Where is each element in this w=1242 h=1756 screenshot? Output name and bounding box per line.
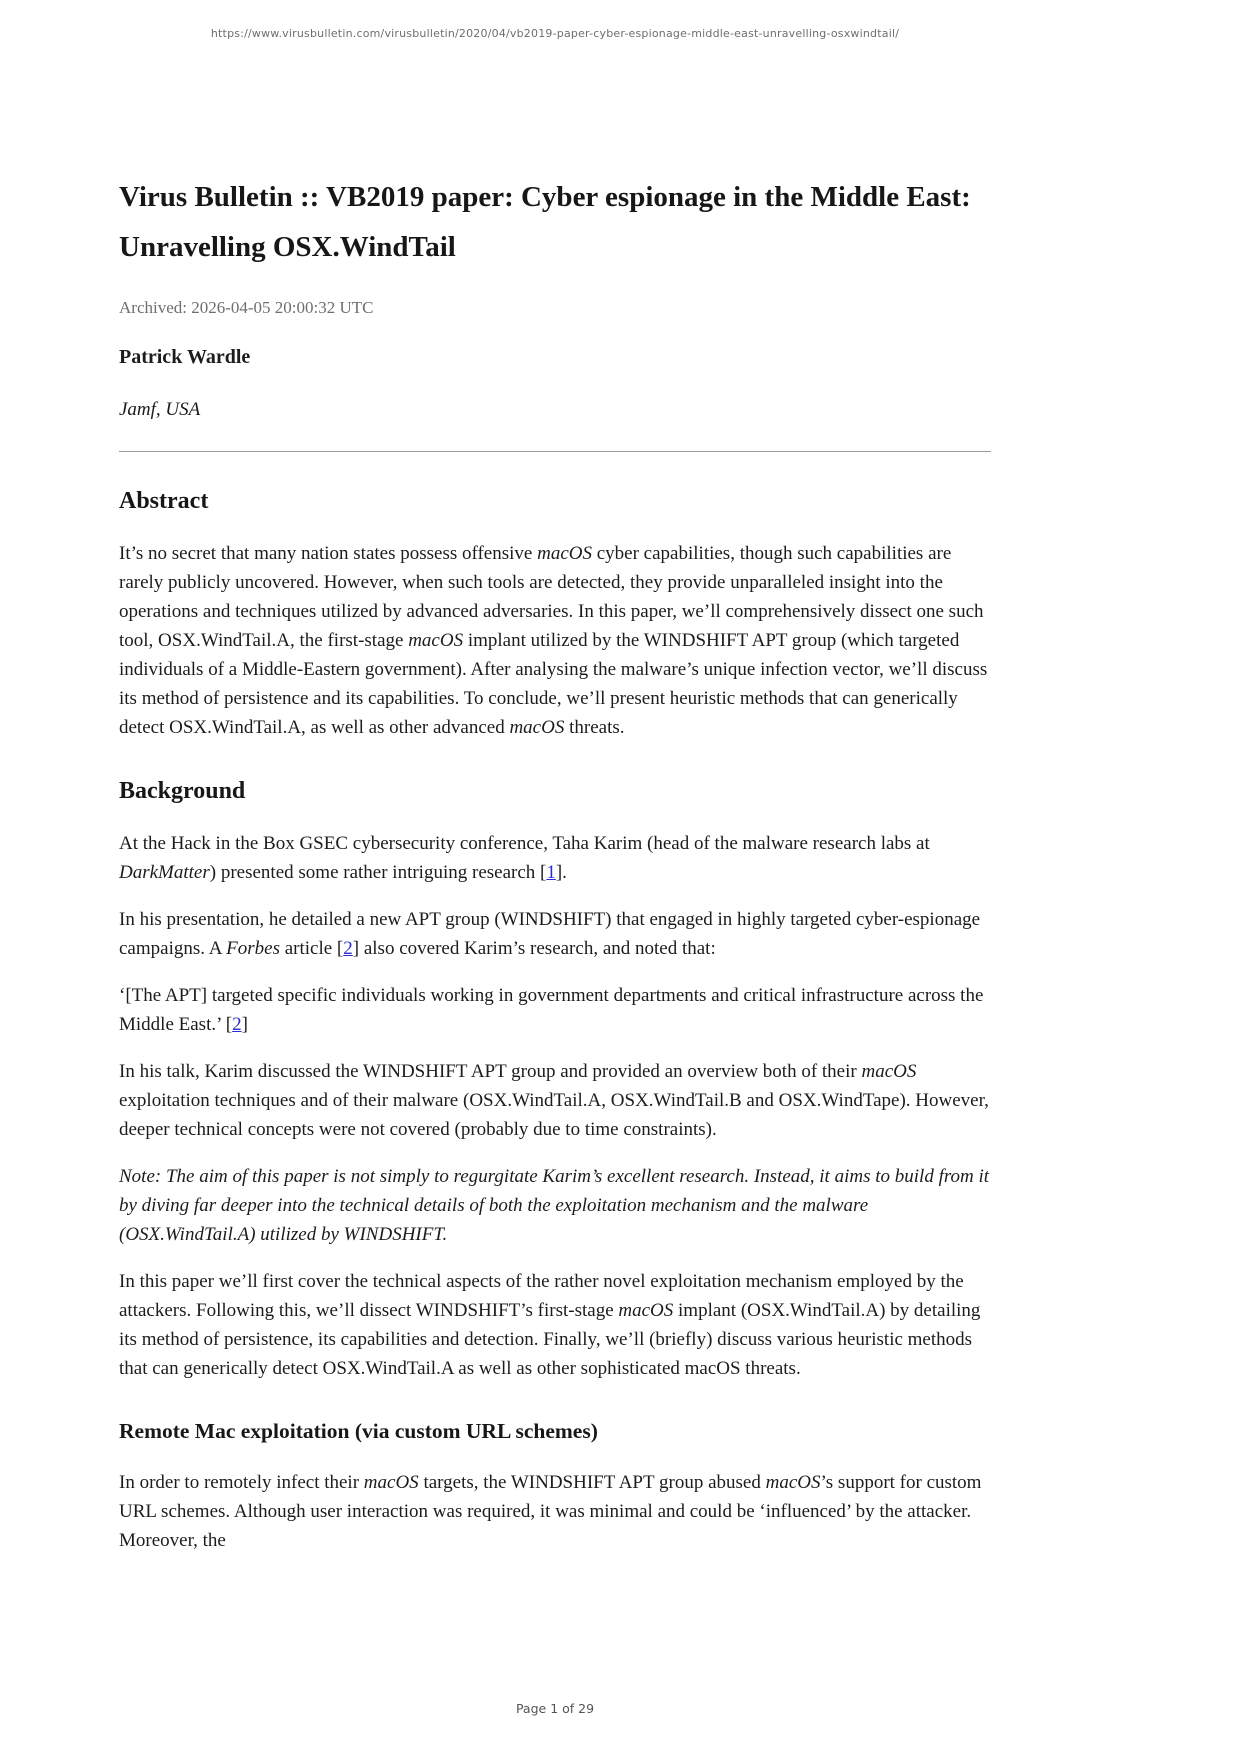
text-run: It’s no secret that many nation states possess offensive — [119, 543, 538, 564]
archived-timestamp: Archived: 2026-04-05 20:00:32 UTC — [119, 298, 374, 317]
article — [119, 0, 991, 1573]
section-heading: Background — [119, 778, 246, 804]
text-run: ] — [241, 1014, 248, 1035]
text-run: In order to remotely infect their — [119, 1472, 364, 1493]
paragraph — [119, 1162, 991, 1249]
text-run: ) presented some rather intriguing research [ — [209, 862, 547, 883]
text-run: ]. — [555, 862, 567, 883]
reference-link[interactable]: 1 — [546, 862, 556, 883]
italic-text: Note: The aim of this paper is not simply to regurgitate Karim’s excellent research. Instead, it aims to build from it by diving far deeper into the technical details of both the exploitation mechanism and the malware (OSX.WindTail.A) utilized by WINDSHIFT. — [119, 1166, 990, 1245]
text-run: implant (OSX.WindTail.A) by detailing its method of persistence, its capabilities and detection. Finally, we’ll (briefly) discuss various heuristic methods that can generically detect OSX.WindTail.A as well as other sophisticated macOS threats. — [119, 1300, 981, 1379]
reference-link[interactable]: 2 — [232, 1014, 242, 1035]
reference-link[interactable]: 2 — [343, 938, 353, 959]
text-run: threats. — [564, 717, 625, 738]
italic-text: macOS — [509, 717, 565, 738]
text-run: At the Hack in the Box GSEC cybersecurity conference, Taha Karim (head of the malware research labs at — [119, 833, 930, 854]
italic-text: macOS — [765, 1472, 821, 1493]
section-heading: Abstract — [119, 488, 209, 514]
archive-url: https://www.virusbulletin.com/virusbulletin/2020/04/vb2019-paper-cyber-espionage-middle-east-unravelling-osxwindtail/ — [210, 27, 900, 40]
italic-text: macOS — [537, 543, 592, 564]
page-title: Virus Bulletin :: VB2019 paper: Cyber espionage in the Middle East: Unravelling OSX.WindTail — [119, 181, 971, 263]
text-run: cyber capabilities, though such capabilities are rarely publicly uncovered. However, when such tools are detected, they provide unparalleled insight into the operations and techniques utilized by advanced adversaries. In this paper, we’ll comprehensively dissect one such tool, OSX.WindTail.A, the first-stage — [119, 543, 984, 651]
italic-text: DarkMatter — [119, 862, 210, 883]
text-run: In his talk, Karim discussed the WINDSHIFT APT group and provided an overview both of their — [119, 1061, 862, 1082]
paragraph — [119, 829, 991, 887]
italic-text: macOS — [408, 630, 464, 651]
text-run: exploitation techniques and of their malware (OSX.WindTail.A, OSX.WindTail.B and OSX.WindTape). However, deeper technical concepts were not covered (probably due to time constraints). — [119, 1090, 989, 1140]
paragraph — [119, 905, 991, 963]
text-run: In this paper we’ll first cover the technical aspects of the rather novel exploitation mechanism employed by the attackers. Following this, we’ll dissect WINDSHIFT’s first-stage — [119, 1271, 964, 1321]
paragraph — [119, 539, 991, 742]
italic-text: macOS — [363, 1472, 419, 1493]
text-run: ] also covered Karim’s research, and noted that: — [352, 938, 716, 959]
paragraph — [119, 981, 991, 1039]
paragraph — [119, 1468, 991, 1555]
author-affiliation: Jamf, USA — [119, 399, 201, 420]
italic-text: macOS — [861, 1061, 917, 1082]
text-run: targets, the WINDSHIFT APT group abused — [418, 1472, 766, 1493]
text-run: implant utilized by the WINDSHIFT APT group (which targeted individuals of a Middle-Eastern government). After analysing the malware’s unique infection vector, we’ll discuss its method of persistence and its capabilities. To conclude, we’ll present heuristic methods that can generically detect OSX.WindTail.A, as well as other advanced — [119, 630, 988, 738]
paragraph — [119, 1057, 991, 1144]
italic-text: Forbes — [226, 938, 280, 959]
text-run: article [ — [279, 938, 344, 959]
paragraph — [119, 1267, 991, 1383]
text-run: In his presentation, he detailed a new APT group (WINDSHIFT) that engaged in highly targeted cyber-espionage campaigns. A — [119, 909, 981, 959]
section-heading: Remote Mac exploitation (via custom URL schemes) — [119, 1419, 598, 1443]
italic-text: macOS — [618, 1300, 674, 1321]
author-name: Patrick Wardle — [119, 346, 251, 368]
header-divider — [119, 451, 991, 452]
article-body — [119, 488, 991, 1555]
text-run: ‘[The APT] targeted specific individuals working in government departments and critical infrastructure across the Middle East.’ [ — [119, 985, 984, 1035]
text-run: ’s support for custom URL schemes. Although user interaction was required, it was minimal and could be ‘influenced’ by the attacker. Moreover, the — [119, 1472, 982, 1551]
page-number: Page 1 of 29 — [515, 1701, 595, 1716]
